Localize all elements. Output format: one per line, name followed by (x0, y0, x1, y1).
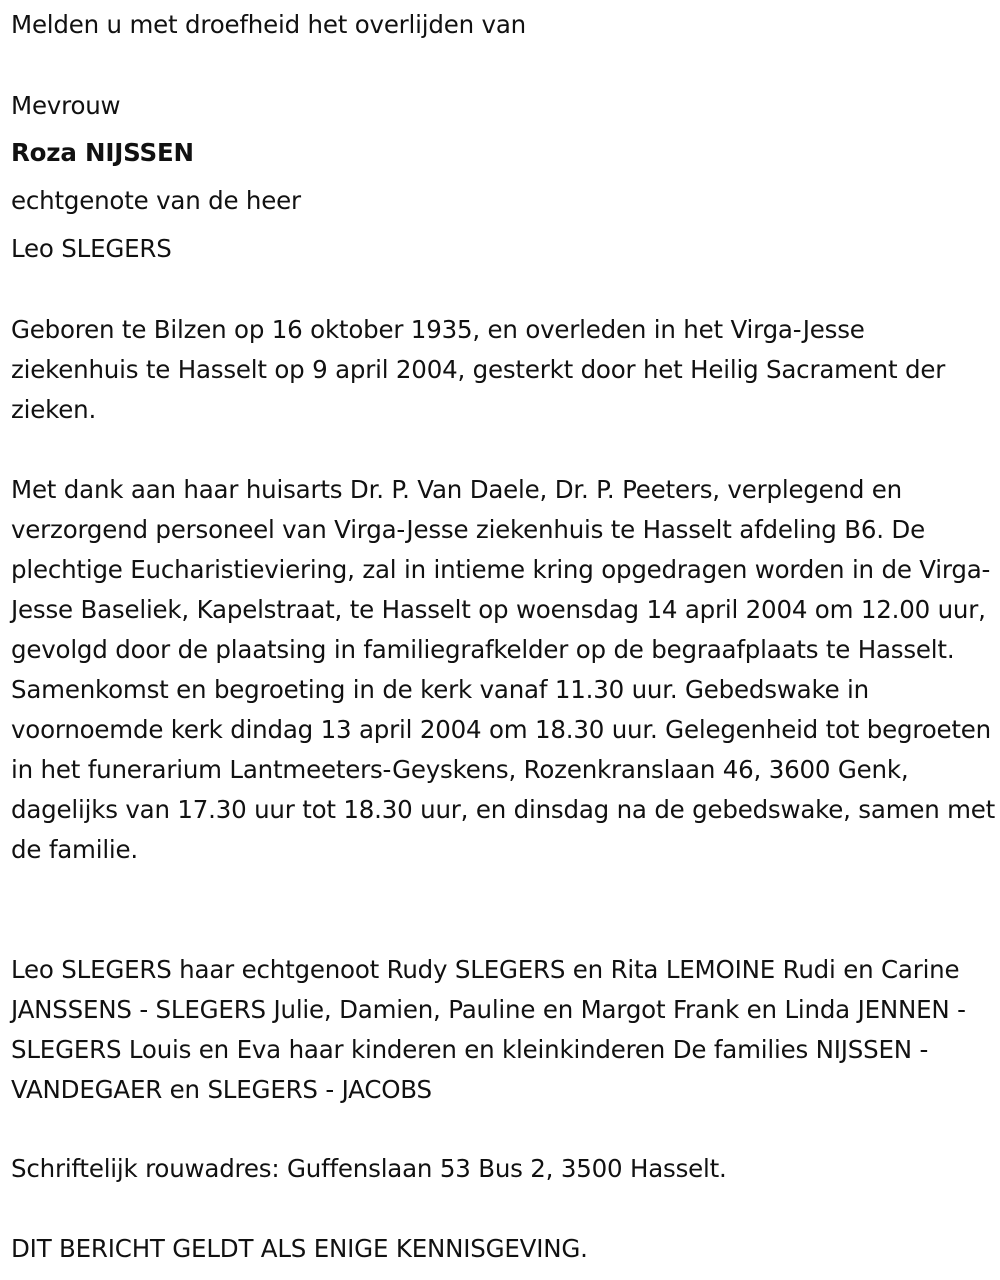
salutation: Mevrouw (11, 91, 121, 120)
mourning-address: Schriftelijk rouwadres: Guffenslaan 53 Bus 2, 3500 Hasselt. (11, 1154, 727, 1183)
deceased-name: Roza NIJSSEN (11, 138, 194, 167)
spouse-name: Leo SLEGERS (11, 234, 172, 263)
spouse-intro: echtgenote van de heer (11, 186, 301, 215)
thanks-paragraph: Met dank aan haar huisarts Dr. P. Van Daele, Dr. P. Peeters, verplegend en verzorgend personeel van Virga-Jesse ziekenhuis te Hasselt afdeling B6. De plechtige Eucharistieviering, zal in intieme kring opgedragen worden in de Virga-Jesse Baseliek, Kapelstraat, te Hasselt op woensdag 14 april 2004 om 12.00 uur, gevolgd door de plaatsing in familiegrafkelder op de begraafplaats te Hasselt. Samenkomst en begroeting in de kerk vanaf 11.30 uur. Gebedswake in voornoemde kerk dindag 13 april 2004 om 18.30 uur. Gelegenheid tot begroeten in het funerarium Lantmeeters-Geyskens, Rozenkranslaan 46, 3600 Genk, dagelijks van 17.30 uur tot 18.30 uur, en dinsdag na de gebedswake, samen met de familie. (11, 475, 996, 864)
family-paragraph: Leo SLEGERS haar echtgenoot Rudy SLEGERS en Rita LEMOINE Rudi en Carine JANSSENS - SLEGERS Julie, Damien, Pauline en Margot Frank en Linda JENNEN - SLEGERS Louis en Eva haar kinderen en kleinkinderen De families NIJSSEN - VANDEGAER en SLEGERS - JACOBS (11, 955, 966, 1104)
intro-text: Melden u met droefheid het overlijden van (11, 10, 526, 39)
birth-death-paragraph: Geboren te Bilzen op 16 oktober 1935, en overleden in het Virga-Jesse ziekenhuis te Hasselt op 9 april 2004, gesterkt door het Heilig Sacrament der zieken. (11, 315, 946, 424)
notice-text: DIT BERICHT GELDT ALS ENIGE KENNISGEVING. (11, 1234, 588, 1263)
